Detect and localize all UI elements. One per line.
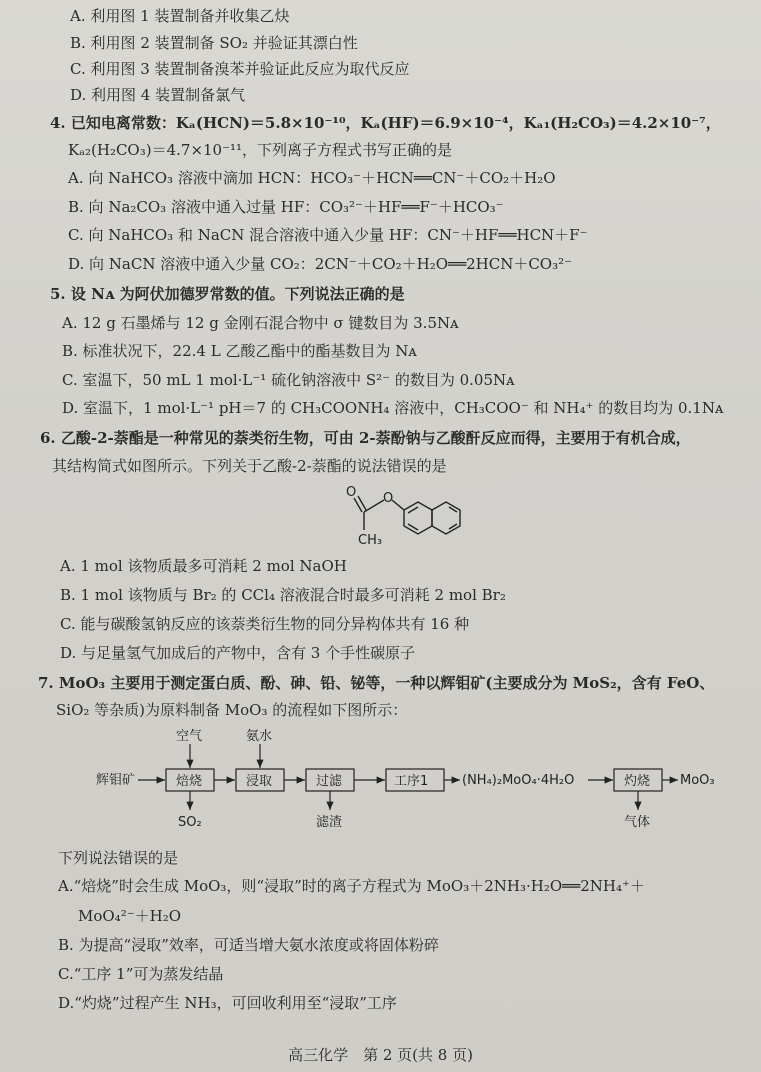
q4-stem-line1: 4. 已知电离常数：Kₐ(HCN)＝5.8×10⁻¹⁰，Kₐ(HF)＝6.9×10⁻⁴，Kₐ₁(H₂CO₃)＝4.2×10⁻⁷，	[50, 114, 721, 132]
q6-stem-line1: 6. 乙酸-2-萘酯是一种常见的萘类衍生物，可由 2-萘酚钠与乙酸酐反应而得，主要用于有机合成，	[40, 429, 691, 447]
q5-option-b: B. 标准状况下，22.4 L 乙酸乙酯中的酯基数目为 Nᴀ	[62, 342, 417, 360]
q7-option-a-cont: MoO₄²⁻＋H₂O	[78, 907, 182, 925]
q7-stem-line2: SiO₂ 等杂质)为原料制备 MoO₃ 的流程如下图所示：	[56, 701, 408, 719]
q7-stem-line1: 7. MoO₃ 主要用于测定蛋白质、酚、砷、铅、铋等，一种以辉钼矿(主要成分为 MoS₂，含有 FeO、	[38, 674, 715, 692]
q7-option-b: B. 为提高“浸取”效率，可适当增大氨水浓度或将固体粉碎	[58, 936, 439, 954]
q3-option-d: D. 利用图 4 装置制备氯气	[70, 86, 246, 104]
q6-option-a: A. 1 mol 该物质最多可消耗 2 mol NaOH	[60, 557, 347, 575]
flow-step-filter: 过滤	[316, 774, 343, 789]
page-footer: 高三化学 第 2 页(共 8 页)	[288, 1046, 473, 1064]
q5-option-c: C. 室温下，50 mL 1 mol·L⁻¹ 硫化钠溶液中 S²⁻ 的数目为 0.05Nᴀ	[62, 371, 515, 389]
q4-option-c: C. 向 NaHCO₃ 和 NaCN 混合溶液中通入少量 HF：CN⁻＋HF══HCN＋F⁻	[68, 226, 588, 244]
flow-step-1: 工序1	[394, 774, 429, 789]
q6-option-c: C. 能与碳酸氢钠反应的该萘类衍生物的同分异构体共有 16 种	[60, 615, 470, 633]
q7-option-d: D.“灼烧”过程产生 NH₃，可回收利用至“浸取”工序	[58, 994, 397, 1012]
flow-input-air: 空气	[176, 729, 203, 744]
q5-stem: 5. 设 Nᴀ 为阿伏加德罗常数的值。下列说法正确的是	[50, 285, 405, 303]
flow-input-ammonia: 氨水	[246, 729, 273, 744]
structure-ester-o: O	[383, 491, 394, 506]
mo-o3-flow-diagram	[90, 724, 730, 840]
flow-intermediate: (NH₄)₂MoO₄·4H₂O	[462, 773, 575, 788]
flow-product: MoO₃	[680, 773, 715, 788]
q6-option-b: B. 1 mol 该物质与 Br₂ 的 CCl₄ 溶液混合时最多可消耗 2 mol Br₂	[60, 586, 506, 604]
flow-out-residue: 滤渣	[316, 815, 343, 830]
q3-option-c: C. 利用图 3 装置制备溴苯并验证此反应为取代反应	[70, 60, 410, 78]
naphthyl-acetate-structure	[338, 478, 478, 550]
flow-step-calcine: 灼烧	[624, 774, 651, 789]
q3-option-a: A. 利用图 1 装置制备并收集乙炔	[70, 7, 290, 25]
q6-option-d: D. 与足量氢气加成后的产物中，含有 3 个手性碳原子	[60, 644, 416, 662]
q7-option-a: A.“焙烧”时会生成 MoO₃，则“浸取”时的离子方程式为 MoO₃＋2NH₃·H₂O══2NH₄⁺＋	[58, 877, 645, 895]
q7-option-c: C.“工序 1”可为蒸发结晶	[58, 965, 224, 983]
q7-question: 下列说法错误的是	[58, 849, 179, 867]
q4-stem-line2: Kₐ₂(H₂CO₃)＝4.7×10⁻¹¹，下列离子方程式书写正确的是	[68, 141, 453, 159]
q4-option-d: D. 向 NaCN 溶液中通入少量 CO₂：2CN⁻＋CO₂＋H₂O══2HCN＋CO₃²⁻	[68, 255, 573, 273]
q6-stem-line2: 其结构简式如图所示。下列关于乙酸-2-萘酯的说法错误的是	[52, 457, 447, 475]
flow-out-so2: SO₂	[178, 815, 202, 830]
structure-carbonyl-o: O	[346, 485, 357, 500]
structure-methyl: CH₃	[358, 533, 383, 548]
q5-option-a: A. 12 g 石墨烯与 12 g 金刚石混合物中 σ 键数目为 3.5Nᴀ	[62, 314, 459, 332]
flow-start: 辉钼矿	[96, 773, 136, 788]
q4-option-b: B. 向 Na₂CO₃ 溶液中通入过量 HF：CO₃²⁻＋HF══F⁻＋HCO₃⁻	[68, 198, 504, 216]
flow-step-leach: 浸取	[246, 774, 273, 789]
q3-option-b: B. 利用图 2 装置制备 SO₂ 并验证其漂白性	[70, 34, 358, 52]
flow-out-gas: 气体	[624, 815, 651, 830]
flow-step-roast: 焙烧	[176, 774, 203, 789]
q4-option-a: A. 向 NaHCO₃ 溶液中滴加 HCN：HCO₃⁻＋HCN══CN⁻＋CO₂＋H₂O	[68, 169, 556, 187]
q5-option-d: D. 室温下，1 mol·L⁻¹ pH＝7 的 CH₃COONH₄ 溶液中，CH₃COO⁻ 和 NH₄⁺ 的数目均为 0.1Nᴀ	[62, 399, 724, 417]
